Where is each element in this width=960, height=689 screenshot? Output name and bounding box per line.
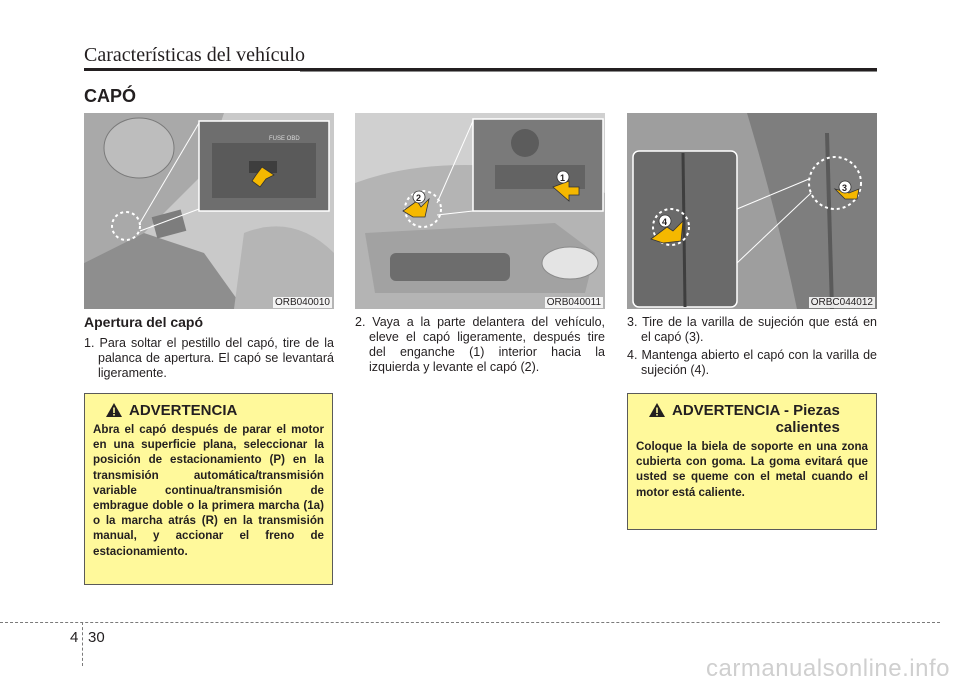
- watermark: carmanualsonline.info: [706, 655, 950, 682]
- subsection-heading: Apertura del capó: [84, 314, 204, 330]
- header-title: Características del vehículo: [84, 44, 306, 66]
- warning-title-text: ADVERTENCIA: [129, 402, 238, 419]
- section-title: CAPÓ: [84, 86, 137, 106]
- warning-body: Coloque la biela de soporte en una zona cubierta con goma. La goma evitará que usted se queme con el metal cuando el motor está caliente.: [636, 440, 868, 499]
- chapter-number: 4: [70, 629, 79, 646]
- column-2: [355, 315, 605, 378]
- warning-title: [636, 402, 868, 436]
- figure-code: ORBC044012: [810, 297, 873, 308]
- warning-body: Abra el capó después de parar el motor en una superficie plana, seleccionar la posición de estacionamiento (P) en la transmisión automática/transmisión variable continua/transmisión de embrague doble o la primera marcha (1a) o la marcha atrás (R) en la transmisión manual, y accionar el freno de estacionamiento.: [93, 423, 324, 558]
- warning-title-text: ADVERTENCIA - Piezas: [672, 402, 840, 419]
- column-3: [627, 315, 877, 381]
- label-4: 4: [662, 217, 668, 227]
- front-car-illustration: [355, 113, 605, 309]
- warning-box-1: [84, 393, 333, 585]
- figure-hood-release-lever: [84, 113, 334, 309]
- warning-icon: [648, 402, 666, 418]
- step-4: 4. Mantenga abierto el capó con la varilla de sujeción (4).: [627, 348, 877, 377]
- warning-title-text-line2: calientes: [775, 419, 840, 436]
- page-number: 30: [88, 629, 105, 646]
- step-2: 2. Vaya a la parte delantera del vehículo, eleve el capó ligeramente, después tire del enganche (1) interior hacia la izquierda y levante el capó (2).: [355, 315, 605, 374]
- label-1: 1: [560, 173, 566, 183]
- warning-title: [93, 402, 324, 419]
- label-2: 2: [416, 193, 422, 203]
- page-number-divider: [82, 622, 83, 666]
- support-rod-illustration: [627, 113, 877, 309]
- header-rule-thin: [300, 71, 877, 72]
- label-3: 3: [842, 183, 848, 193]
- warning-box-2: [627, 393, 877, 530]
- step-3: 3. Tire de la varilla de sujeción que está en el capó (3).: [627, 315, 877, 344]
- svg-text:FUSE OBD: FUSE OBD: [269, 136, 300, 142]
- figure-support-rod: [627, 113, 877, 309]
- figure-code: ORB040011: [546, 297, 601, 308]
- step-1: 1. Para soltar el pestillo del capó, tire de la palanca de apertura. El capó se levantará ligeramente.: [84, 336, 334, 380]
- interior-illustration: [84, 113, 334, 309]
- figure-code: ORB040010: [274, 297, 330, 308]
- footer-divider: [0, 622, 940, 623]
- column-1: [84, 313, 334, 384]
- figure-hood-latch: [355, 113, 605, 309]
- warning-icon: [105, 402, 123, 418]
